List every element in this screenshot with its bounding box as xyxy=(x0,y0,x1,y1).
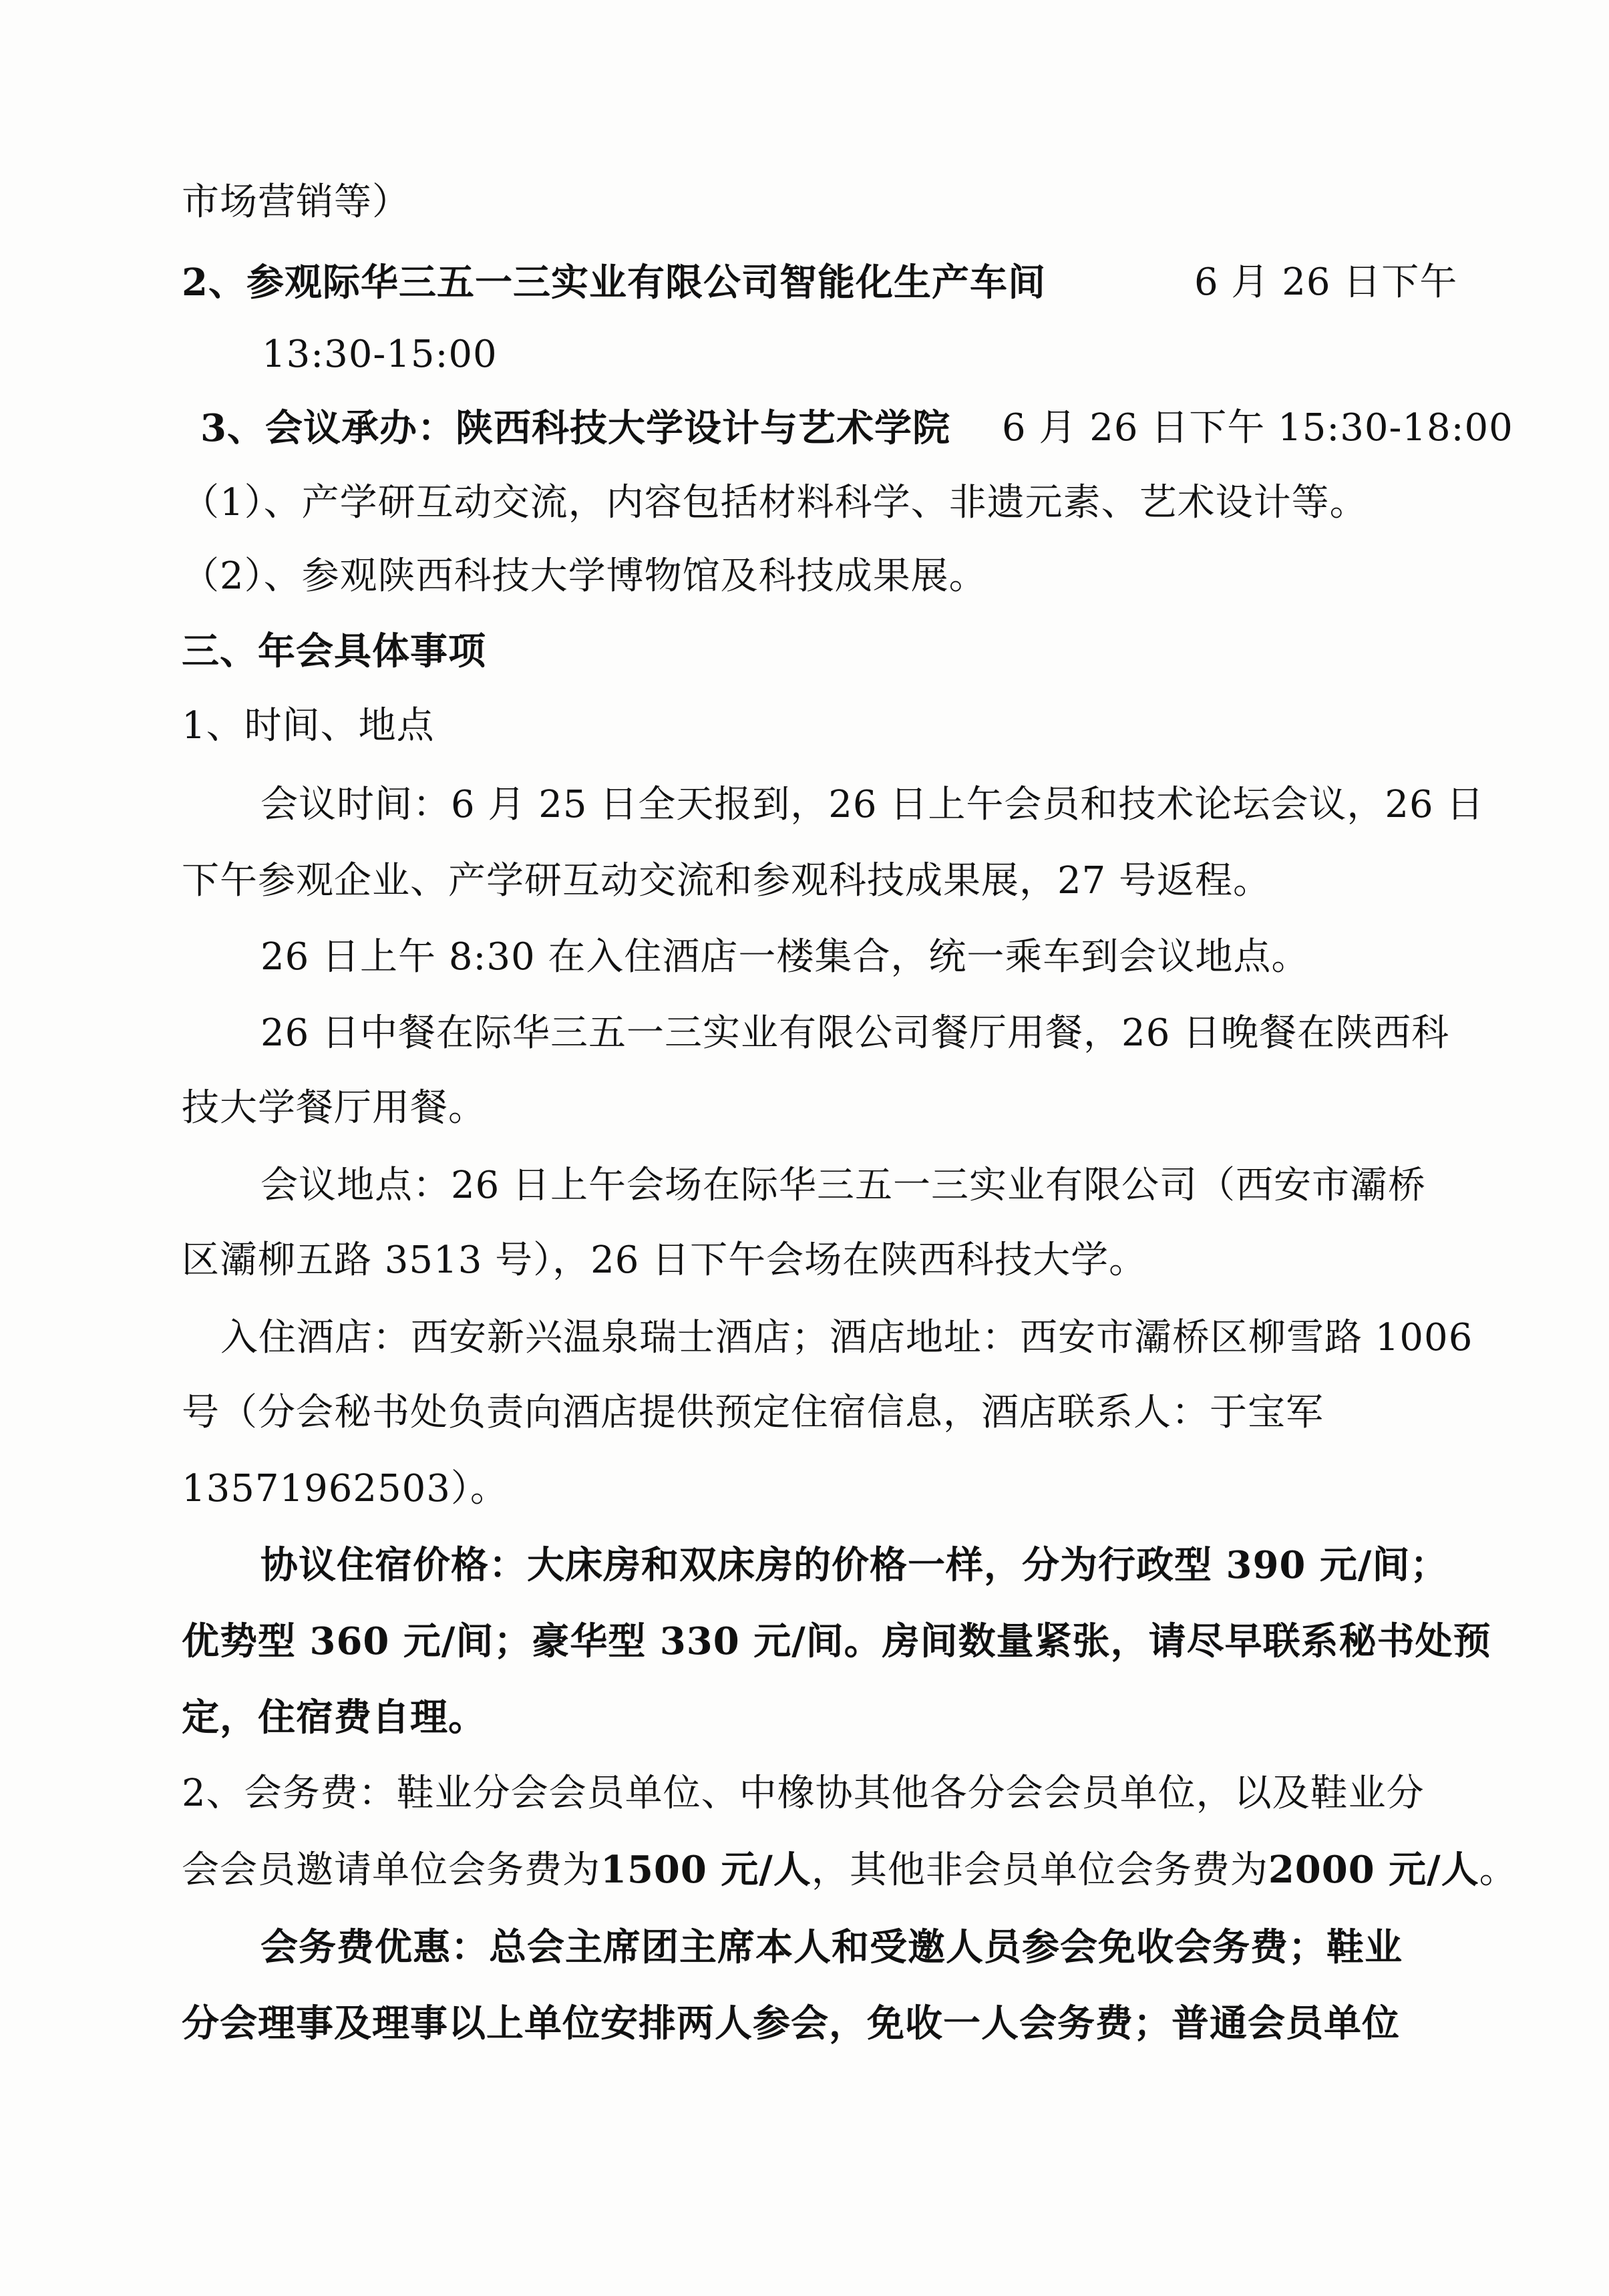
text-line-17: 号（分会秘书处负责向酒店提供预定住宿信息，酒店联系人：于宝军 xyxy=(182,1391,1324,1434)
text-line-23-part-1: 会会员邀请单位会务费为 xyxy=(182,1848,600,1892)
text-line-3: 13:30-15:00 xyxy=(262,333,498,376)
text-line-23-fee-nonmember: 2000 元/人 xyxy=(1268,1848,1479,1892)
text-line-11: 26 日上午 8:30 在入住酒店一楼集合，统一乘车到会议地点。 xyxy=(260,935,1310,979)
text-line-23-part-2: ，其他非会员单位会务费为 xyxy=(811,1848,1268,1892)
text-line-23-fee-member: 1500 元/人 xyxy=(600,1848,812,1892)
text-line-8: 1、时间、地点 xyxy=(182,704,435,748)
text-line-23-end: 。 xyxy=(1479,1848,1517,1892)
text-line-16: 入住酒店：西安新兴温泉瑞士酒店；酒店地址：西安市灞桥区柳雪路 1006 xyxy=(220,1316,1473,1359)
text-line-2: 2、参观际华三五一三实业有限公司智能化生产车间 xyxy=(182,261,1046,305)
text-line-18: 13571962503）。 xyxy=(182,1467,508,1510)
text-line-14: 会议地点：26 日上午会场在际华三五一三实业有限公司（西安市灞桥 xyxy=(260,1164,1427,1207)
text-line-20: 优势型 360 元/间；豪华型 330 元/间。房间数量紧张，请尽早联系秘书处预 xyxy=(182,1619,1491,1663)
text-line-4-time: 6 月 26 日下午 15:30-18:00 xyxy=(1002,406,1513,450)
text-line-5: （1）、产学研互动交流，内容包括材料科学、非遗元素、艺术设计等。 xyxy=(182,481,1368,524)
text-line-25: 分会理事及理事以上单位安排两人参会，免收一人会务费；普通会员单位 xyxy=(182,2001,1400,2045)
text-line-6: （2）、参观陕西科技大学博物馆及科技成果展。 xyxy=(182,554,987,598)
text-line-22: 2、会务费：鞋业分会会员单位、中橡协其他各分会会员单位，以及鞋业分 xyxy=(182,1772,1425,1815)
text-line-13: 技大学餐厅用餐。 xyxy=(182,1086,486,1130)
text-line-10: 下午参观企业、产学研互动交流和参观科技成果展，27 号返程。 xyxy=(182,859,1272,903)
text-line-4: 3、会议承办：陕西科技大学设计与艺术学院 xyxy=(200,406,950,450)
text-line-23 xyxy=(182,1846,1517,1894)
text-line-21: 定，住宿费自理。 xyxy=(182,1695,486,1740)
text-line-19: 协议住宿价格：大床房和双床房的价格一样，分为行政型 390 元/间； xyxy=(260,1543,1449,1587)
text-line-2-time: 6 月 26 日下午 xyxy=(1194,261,1458,304)
text-line-15: 区灞柳五路 3513 号），26 日下午会场在陕西科技大学。 xyxy=(182,1239,1147,1282)
text-line-12: 26 日中餐在际华三五一三实业有限公司餐厅用餐，26 日晚餐在陕西科 xyxy=(260,1011,1450,1055)
text-line-1: 市场营销等） xyxy=(182,180,410,224)
section-heading-3: 三、年会具体事项 xyxy=(182,629,486,673)
text-line-9: 会议时间：6 月 25 日全天报到，26 日上午会员和技术论坛会议，26 日 xyxy=(260,783,1485,826)
text-line-24: 会务费优惠：总会主席团主席本人和受邀人员参会免收会务费；鞋业 xyxy=(260,1925,1403,1969)
